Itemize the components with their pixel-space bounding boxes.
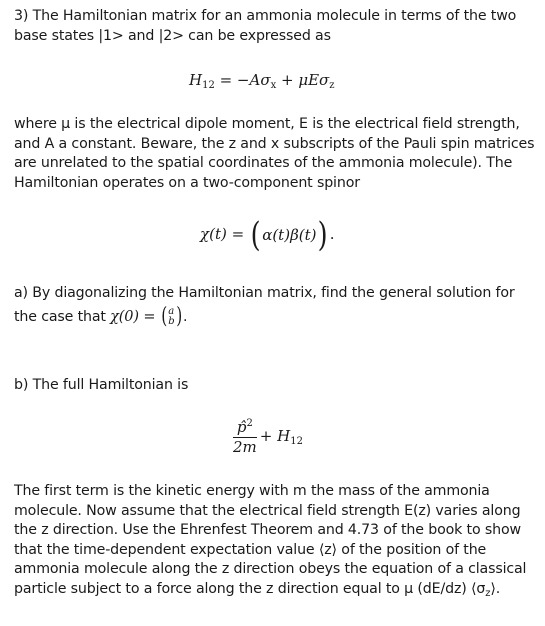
part-a-prefix: the case that <box>14 308 111 325</box>
eq-lhs-sub: 12 <box>202 80 215 91</box>
spinor-period: . <box>329 225 335 243</box>
initial-bottom: b <box>168 315 175 327</box>
hamiltonian-equation <box>189 71 335 89</box>
eq-term-b-sub: z <box>329 80 335 91</box>
definitions-line: Hamiltonian operates on a two-component spinor <box>14 174 360 191</box>
kinetic-fraction <box>233 418 257 456</box>
part-a <box>14 284 534 328</box>
part-b-line: b) The full Hamiltonian is <box>14 377 189 393</box>
definitions-line: are unrelated to the spatial coordinates of the ammonia molecule). The <box>14 155 513 171</box>
final-paragraph <box>14 482 534 599</box>
spinor-vector <box>262 227 316 243</box>
spinor-top: α(t) <box>262 226 291 244</box>
eq-term-a: = −Aσ <box>214 71 271 89</box>
initial-vector <box>168 307 174 327</box>
full-hamiltonian-equation <box>233 418 303 456</box>
definitions-line: and A a constant. Beware, the z and x subscripts of the Pauli spin matrices <box>14 135 535 152</box>
momentum-operator: p̂ <box>236 418 247 436</box>
intro-line: base states |1> and |2> can be expressed as <box>14 27 331 44</box>
momentum-exponent: 2 <box>246 418 253 429</box>
final-line: molecule. Now assume that the electrical field strength E(z) varies along <box>14 502 521 519</box>
spinor-bottom: β(t) <box>290 226 317 244</box>
final-line: The first term is the kinetic energy with m the mass of the ammonia <box>14 483 490 499</box>
intro-line: 3) The Hamiltonian matrix for an ammonia molecule in terms of the two <box>14 8 517 24</box>
eq-lhs: H <box>189 71 203 89</box>
part-a-period: . <box>182 308 188 325</box>
left-paren-small: ( <box>161 303 167 329</box>
initial-top: a <box>168 305 175 317</box>
eq-term-a-sub: x <box>270 80 277 91</box>
part-a-chi0: χ(0) = <box>110 308 160 325</box>
spinor-lhs: χ(t) = <box>200 225 249 243</box>
plus-h12-sub: 12 <box>290 436 303 447</box>
fraction-numerator <box>233 418 257 438</box>
left-paren: ( <box>250 215 261 255</box>
definitions-paragraph <box>14 115 534 193</box>
right-paren: ) <box>318 215 329 255</box>
eq-term-b: + μEσ <box>276 71 330 89</box>
final-line: ammonia molecule along the z direction obeys the equation of a classical <box>14 561 527 577</box>
fraction-denominator: 2m <box>233 438 257 456</box>
final-line: particle subject to a force along the z direction equal to μ (dE/dz) $⟨\sigma_z⟩$. <box>14 580 501 599</box>
problem-intro <box>14 7 534 46</box>
right-paren-small: ) <box>175 303 182 329</box>
plus-h12: + H <box>259 427 291 445</box>
part-b <box>14 376 534 396</box>
final-line: that the time-dependent expectation value ⟨z⟩ of the position of the <box>14 541 487 558</box>
spinor-equation <box>200 215 335 255</box>
definitions-line: where μ is the electrical dipole moment, E is the electrical field strength, <box>14 116 520 132</box>
final-line: the z direction. Use the Ehrenfest Theorem and 4.73 of the book to show <box>14 522 521 538</box>
part-a-line: a) By diagonalizing the Hamiltonian matrix, find the general solution for <box>14 285 515 301</box>
part-a-line <box>14 303 534 329</box>
